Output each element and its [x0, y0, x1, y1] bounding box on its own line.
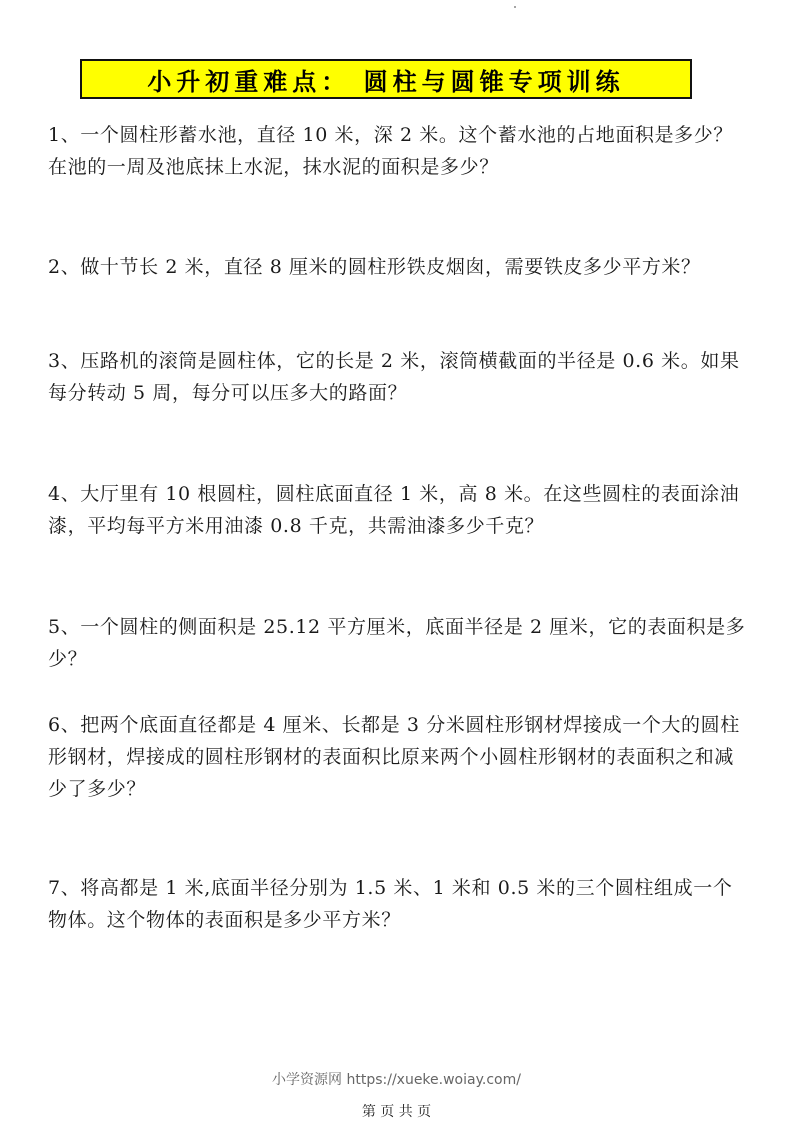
question-4: 4、大厅里有 10 根圆柱，圆柱底面直径 1 米，高 8 米。在这些圆柱的表面涂油漆，平均每平方米用油漆 0.8 千克，共需油漆多少千克？ [48, 483, 740, 537]
question-2: 2、做十节长 2 米，直径 8 厘米的圆柱形铁皮烟囱，需要铁皮多少平方米？ [48, 256, 701, 278]
footer-page-number: 第 页 共 页 [361, 1104, 432, 1120]
page-title: 小升初重难点： 圆柱与圆锥专项训练 [147, 67, 625, 96]
question-3: 3、压路机的滚筒是圆柱体，它的长是 2 米，滚筒横截面的半径是 0.6 米。如果每分转动 5 周，每分可以压多大的路面？ [48, 350, 740, 404]
title-banner [80, 59, 692, 99]
footer-site-link[interactable]: 小学资源网 https://xueke.woiay.com/ [272, 1072, 521, 1088]
scan-dot [514, 6, 516, 8]
question-1: 1、一个圆柱形蓄水池，直径 10 米，深 2 米。这个蓄水池的占地面积是多少？在池的一周及池底抹上水泥，抹水泥的面积是多少？ [48, 124, 733, 178]
question-5: 5、一个圆柱的侧面积是 25.12 平方厘米，底面半径是 2 厘米，它的表面积是多少？ [48, 616, 746, 670]
question-7: 7、将高都是 1 米,底面半径分别为 1.5 米、1 米和 0.5 米的三个圆柱组成一个物体。这个物体的表面积是多少平方米？ [48, 877, 733, 931]
question-6: 6、把两个底面直径都是 4 厘米、长都是 3 分米圆柱形钢材焊接成一个大的圆柱形钢材，焊接成的圆柱形钢材的表面积比原来两个小圆柱形钢材的表面积之和减少了多少？ [48, 714, 740, 800]
